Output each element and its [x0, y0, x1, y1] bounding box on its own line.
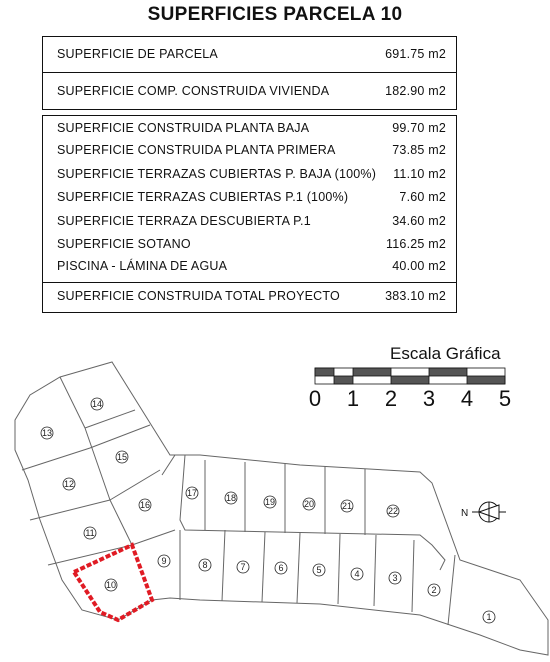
north-label: N: [461, 508, 469, 519]
total-label: SUPERFICIE CONSTRUIDA TOTAL PROYECTO: [57, 289, 340, 303]
lot-label: 17: [186, 488, 198, 498]
row-label: SUPERFICIE CONSTRUIDA PLANTA BAJA: [57, 121, 310, 135]
scale-tick-label: 3: [422, 386, 436, 411]
lot-label: 22: [387, 506, 399, 516]
row-value: 691.75 m2: [385, 47, 446, 61]
row-value: 73.85 m2: [392, 143, 446, 157]
row-label: SUPERFICIE SOTANO: [57, 237, 191, 251]
lot-label: 2: [431, 585, 437, 595]
scale-tick-label: 2: [384, 386, 398, 411]
lot-label: 21: [341, 501, 353, 511]
scale-title: Escala Gráfica: [390, 344, 501, 363]
lot-label: 7: [240, 562, 246, 572]
row-value: 11.10 m2: [393, 167, 446, 181]
inner-block: [162, 455, 445, 570]
row-label: SUPERFICIE COMP. CONSTRUIDA VIVIENDA: [57, 84, 330, 98]
scale-bar: [315, 368, 505, 384]
scale-tick-label: 1: [346, 386, 360, 411]
lot-label: 18: [225, 493, 237, 503]
row-label: SUPERFICIE DE PARCELA: [57, 47, 218, 61]
lot-label: 11: [85, 528, 95, 538]
row-value: 182.90 m2: [385, 84, 446, 98]
lot-label: 13: [41, 428, 53, 438]
row-value: 40.00 m2: [392, 259, 446, 273]
lot-label: 3: [392, 573, 398, 583]
total-value: 383.10 m2: [385, 289, 446, 303]
row-label: PISCINA - LÁMINA DE AGUA: [57, 259, 228, 273]
row-value: 34.60 m2: [392, 214, 446, 228]
lot-label: 10: [105, 580, 117, 590]
north-arrow-icon: [472, 502, 506, 522]
scale-tick-label: 4: [460, 386, 474, 411]
scale-tick-label: 5: [498, 386, 512, 411]
row-label: SUPERFICIE TERRAZAS CUBIERTAS P.1 (100%): [57, 190, 349, 204]
lot-label: 6: [278, 563, 284, 573]
row-value: 7.60 m2: [399, 190, 446, 204]
lot-label: 9: [161, 556, 167, 566]
row-value: 99.70 m2: [392, 121, 446, 135]
row-label: SUPERFICIE CONSTRUIDA PLANTA PRIMERA: [57, 143, 336, 157]
lot-label: 16: [139, 500, 151, 510]
lot-label: 15: [116, 452, 128, 462]
lot-label: 19: [264, 497, 276, 507]
row-label: SUPERFICIE TERRAZA DESCUBIERTA P.1: [57, 214, 311, 228]
lot-label: 12: [63, 479, 75, 489]
lot-label: 5: [316, 565, 322, 575]
lot-label: 20: [303, 499, 315, 509]
lot-label: 4: [354, 569, 360, 579]
lot-label: 14: [91, 399, 103, 409]
lot-label: 8: [202, 560, 208, 570]
row-value: 116.25 m2: [386, 237, 446, 251]
row-label: SUPERFICIE TERRAZAS CUBIERTAS P. BAJA (100%): [57, 167, 377, 181]
lot-label: 1: [486, 612, 492, 622]
scale-tick-label: 0: [308, 386, 322, 411]
page-title: SUPERFICIES PARCELA 10: [147, 4, 403, 25]
